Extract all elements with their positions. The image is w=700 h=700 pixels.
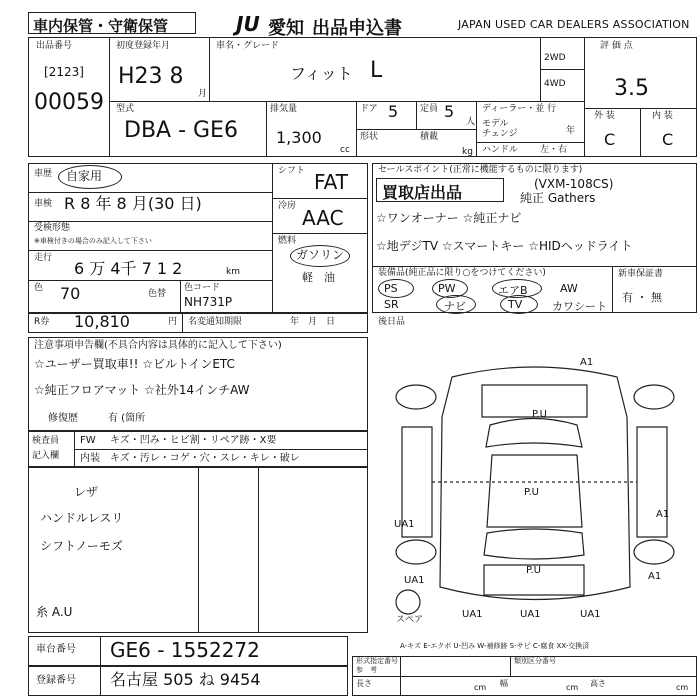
equip-aw: AW <box>560 282 578 295</box>
format-label: 形式指定番号 <box>356 657 398 665</box>
mileage-value: 6 万 4千 7 1 2 <box>74 259 183 278</box>
notes-label: 注意事項申告欄(不具合内容は具体的に記入して下さい) <box>34 340 282 351</box>
after-record-label: 後日品 <box>378 317 406 327</box>
association-name: JAPAN USED CAR DEALERS ASSOCIATION <box>458 18 690 31</box>
ref-label-1: 参 考 <box>356 666 377 674</box>
receive-note: ※車検付きの場合のみ記入して下さい <box>34 237 152 245</box>
length-label: 長さ <box>356 679 372 688</box>
fuel-alt: 軽 油 <box>302 271 335 284</box>
interior-value: C <box>662 130 674 149</box>
lot-code: [2123] <box>44 65 84 79</box>
equip-leather: カワシート <box>552 300 607 313</box>
transfer-fields: 年 月 日 <box>290 317 336 327</box>
dmg-mark-4: UA1 <box>394 519 415 530</box>
color-name-label: 色替 <box>148 289 167 299</box>
sales-label: セールスポイント(正常に機能するものに限ります) <box>378 165 583 175</box>
fw-items: キズ・凹み・ヒビ割・リペア跡・X要 <box>110 435 277 446</box>
equip-navi-circle <box>436 295 476 314</box>
handle-label: ハンドル <box>482 145 519 155</box>
equip-sr: SR <box>384 298 399 311</box>
lot-label: 出品番号 <box>36 41 73 51</box>
score-value: 3.5 <box>614 76 649 101</box>
grade-value: L <box>370 58 383 83</box>
mileage-unit: km <box>226 267 240 277</box>
dmg-mark-3: P.U <box>524 487 539 498</box>
inspection-label: 車検 <box>34 199 53 209</box>
ac-label: 冷房 <box>278 201 297 211</box>
drive-4wd: 4WD <box>544 79 566 89</box>
equip-ps-circle <box>378 279 414 298</box>
displacement-value: 1,300 <box>276 128 322 147</box>
fw-label: FW <box>80 435 96 446</box>
first-reg-value: H23 8 <box>118 64 184 89</box>
sales-line3: ☆地デジTV ☆スマートキー ☆HIDヘッドライト <box>376 239 633 253</box>
width-unit: cm <box>566 683 579 692</box>
form-title: 出品申込書 <box>312 18 402 39</box>
damage-legend: A-キズ E-エクボ U-凹み W-補修跡 S-サビ C-腐食 XX-交換済 <box>400 642 590 650</box>
sales-line1: (VXM-108CS) <box>534 177 614 191</box>
lot-number: 00059 <box>34 90 104 115</box>
hand-note-2: ハンドルレスリ <box>40 511 124 525</box>
receive-label: 受検形態 <box>34 223 71 233</box>
hand-note-4: 糸 A.U <box>36 605 73 619</box>
displacement-label: 排気量 <box>270 104 298 114</box>
dmg-mark-8: UA1 <box>404 575 425 586</box>
displacement-unit: cc <box>340 145 350 155</box>
height-label: 高さ <box>590 679 606 688</box>
drive-2wd: 2WD <box>544 53 566 63</box>
hand-note-3: シフトノーモズ <box>40 539 123 553</box>
logo-text: 愛知 <box>268 18 304 39</box>
notes-line2: ☆純正フロアマット ☆社外14インチAW <box>34 383 250 397</box>
dmg-mark-6: A1 <box>648 571 662 582</box>
recycle-unit: 円 <box>168 317 178 327</box>
mileage-label: 走行 <box>34 253 53 263</box>
year-unit: 年 <box>566 126 576 136</box>
shape-label: 形状 <box>360 132 379 142</box>
class-label: 類別区分番号 <box>514 657 556 665</box>
dmg-mark-1: A1 <box>580 357 594 368</box>
use-value: 自家用 <box>66 169 103 183</box>
width-label: 幅 <box>500 679 508 688</box>
handle-options: 左・右 <box>540 145 568 155</box>
sales-line2: ☆ワンオーナー ☆純正ナビ <box>376 211 522 225</box>
ac-value: AAC <box>302 206 344 230</box>
equip-navi: ナビ <box>444 300 466 313</box>
month-suffix: 月 <box>198 89 208 99</box>
hand-note-1: レザ <box>74 485 99 499</box>
equip-airbag: エアB <box>498 284 528 297</box>
color-label: 色 <box>34 283 44 293</box>
fuel-value: ガソリン <box>296 248 345 262</box>
capacity-value: 5 <box>444 102 455 121</box>
reg-value: 名古屋 505 ね 9454 <box>110 670 261 689</box>
venue-text: 車内保管・守衛保管 <box>33 17 169 35</box>
color-code-value: NH731P <box>184 295 233 309</box>
doors-value: 5 <box>388 102 399 121</box>
length-unit: cm <box>474 683 487 692</box>
dmg-mark-7: P.U <box>526 565 541 576</box>
dmg-mark-2: P.U <box>532 409 547 420</box>
chassis-label: 車台番号 <box>36 644 76 655</box>
load-label: 積載 <box>420 132 439 142</box>
ju-logo: JU <box>236 12 260 36</box>
exterior-label: 外 装 <box>594 111 615 121</box>
name-value: フィット <box>290 64 353 83</box>
inspector-label: 検査員 <box>32 436 60 446</box>
warranty-options: 有 ・ 無 <box>622 291 662 304</box>
entry-label: 記入欄 <box>32 451 60 461</box>
load-unit: kg <box>462 147 473 157</box>
doors-label: ドア <box>360 104 378 114</box>
equipment-label: 装備品(純正品に限り○をつけてください) <box>378 268 546 278</box>
sales-stamp: 買取店出品 <box>382 183 463 202</box>
score-label: 評 価 点 <box>600 41 633 51</box>
equip-tv-circle <box>500 295 538 314</box>
recycle-label: R券 <box>34 317 50 327</box>
car-diagram <box>372 337 697 633</box>
dmg-mark-10: UA1 <box>520 609 541 620</box>
equip-pw: PW <box>438 282 456 295</box>
name-grade-label: 車名・グレード <box>216 41 280 51</box>
shift-label: シフト <box>278 166 306 176</box>
chassis-value: GE6 - 1552272 <box>110 638 260 662</box>
interior-check-label: 内装 <box>80 453 100 464</box>
height-unit: cm <box>676 683 689 692</box>
interior-items: キズ・汚レ・コゲ・穴・スレ・キレ・破レ <box>110 453 300 464</box>
equip-tv: TV <box>508 298 523 311</box>
model-change-label: モデル <box>482 119 509 129</box>
shift-value: FAT <box>314 170 349 194</box>
interior-label: 内 装 <box>652 111 673 121</box>
model-change-label2: チェンジ <box>482 129 518 139</box>
dmg-mark-11: UA1 <box>580 609 601 620</box>
fuel-label: 燃料 <box>278 236 297 246</box>
capacity-unit: 人 <box>466 117 476 127</box>
dealer-label: ディーラー・並 行 <box>482 104 557 114</box>
capacity-label: 定員 <box>420 104 439 114</box>
sales-line1b: 純正 Gathers <box>520 191 596 205</box>
notes-line1: ☆ユーザー買取車!! ☆ビルトインETC <box>34 357 235 371</box>
dmg-mark-9: UA1 <box>462 609 483 620</box>
model-value: DBA - GE6 <box>124 118 238 143</box>
spare-label: スペア <box>396 615 424 625</box>
repair-label: 修復歴 <box>48 413 78 424</box>
color-value: 70 <box>60 284 81 303</box>
exterior-value: C <box>604 130 616 149</box>
dmg-mark-5: A1 <box>656 509 670 520</box>
recycle-value: 10,810 <box>74 312 130 331</box>
transfer-label: 名変通知期限 <box>188 317 243 327</box>
color-code-label: 色コード <box>184 283 221 293</box>
use-label: 車歴 <box>34 169 53 179</box>
reg-label: 登録番号 <box>36 675 76 686</box>
equip-ps: PS <box>384 282 398 295</box>
first-reg-label: 初度登録年月 <box>116 41 171 51</box>
inspection-value: R 8 年 8 月(30 日) <box>64 194 202 213</box>
repair-value: 有 (箇所 <box>108 413 146 424</box>
model-label: 型式 <box>116 104 135 114</box>
venue-box <box>28 12 196 34</box>
warranty-label: 新車保証書 <box>618 269 664 279</box>
